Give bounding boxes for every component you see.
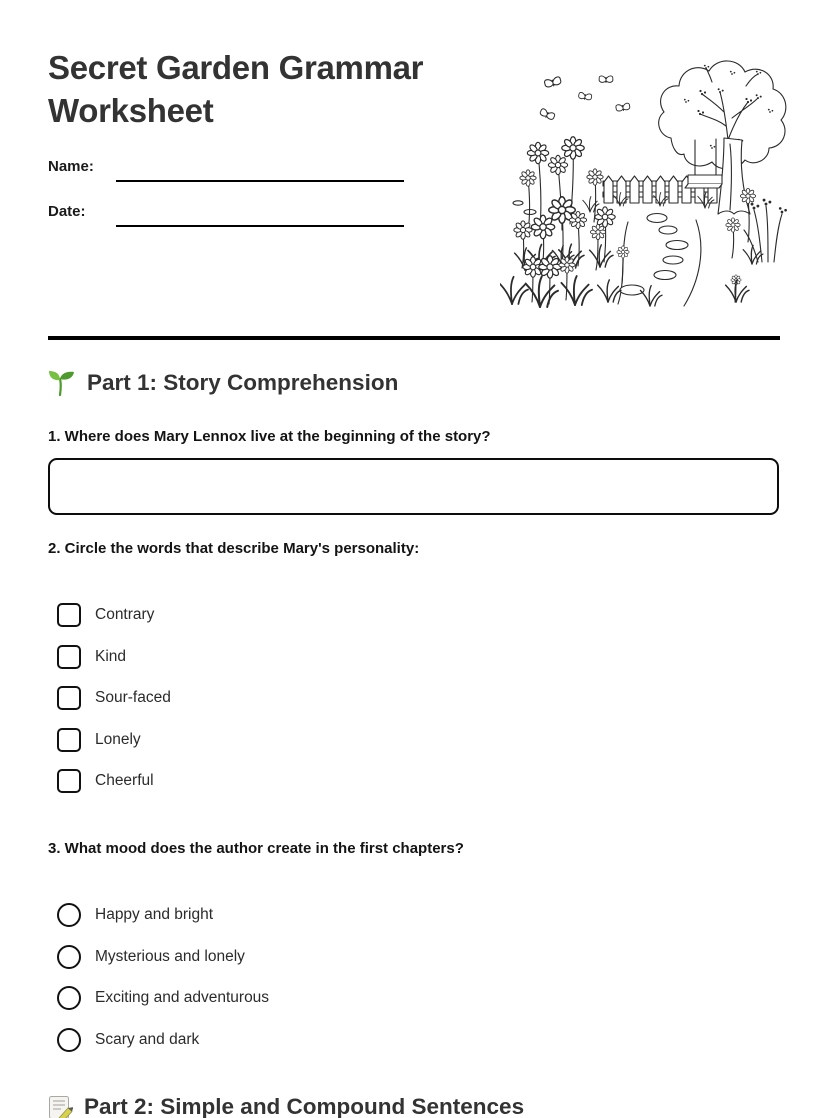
name-label: Name: [48,158,94,175]
memo-icon [48,1095,73,1118]
checkbox-icon[interactable] [57,728,81,752]
name-input-line[interactable] [116,180,404,182]
checkbox-label: Contrary [95,606,155,623]
q3-radio-group [57,903,269,1052]
part1-heading-text: Part 1: Story Comprehension [87,370,399,395]
checkbox-label: Sour-faced [95,689,171,706]
date-field [48,203,408,235]
garden-illustration-image [500,52,796,310]
checkbox-icon[interactable] [57,769,81,793]
page-title: Secret Garden Grammar Worksheet [48,49,424,129]
part2-heading [48,1094,524,1118]
checkbox-label: Kind [95,647,127,665]
radio-label: Mysterious and lonely [95,947,245,965]
radio-option-mysterious-and-lonely[interactable] [57,945,269,969]
q1-answer-box[interactable] [48,458,779,515]
q2-checkbox-group [57,603,171,793]
radio-icon[interactable] [57,1028,81,1052]
checkbox-option-kind[interactable] [57,645,171,669]
radio-option-exciting-and-adventurous[interactable] [57,986,269,1010]
checkbox-label: Lonely [95,730,141,748]
radio-label: Scary and dark [95,1030,200,1048]
question-3-label: 3. What mood does the author create in the first chapters? [48,840,464,857]
date-label: Date: [48,203,86,220]
part2-heading-text: Part 2: Simple and Compound Sentences [84,1094,525,1118]
checkbox-icon[interactable] [57,645,81,669]
part1-heading [48,370,398,396]
checkbox-option-sour-faced[interactable] [57,686,171,710]
checkbox-icon[interactable] [57,686,81,710]
radio-icon[interactable] [57,986,81,1010]
checkbox-label: Cheerful [95,772,154,789]
radio-label: Exciting and adventurous [95,989,270,1006]
name-field [48,158,408,190]
checkbox-option-contrary[interactable] [57,603,171,627]
radio-label: Happy and bright [95,906,214,923]
radio-option-scary-and-dark[interactable] [57,1028,269,1052]
question-2-label: 2. Circle the words that describe Mary's personality: [48,540,420,557]
radio-option-happy-and-bright[interactable] [57,903,269,927]
checkbox-icon[interactable] [57,603,81,627]
checkbox-option-lonely[interactable] [57,728,171,752]
question-1-label: 1. Where does Mary Lennox live at the beginning of the story? [48,428,491,445]
section-divider [48,336,780,340]
date-input-line[interactable] [116,225,404,227]
seedling-icon [48,370,76,396]
radio-icon[interactable] [57,903,81,927]
radio-icon[interactable] [57,945,81,969]
checkbox-option-cheerful[interactable] [57,769,171,793]
